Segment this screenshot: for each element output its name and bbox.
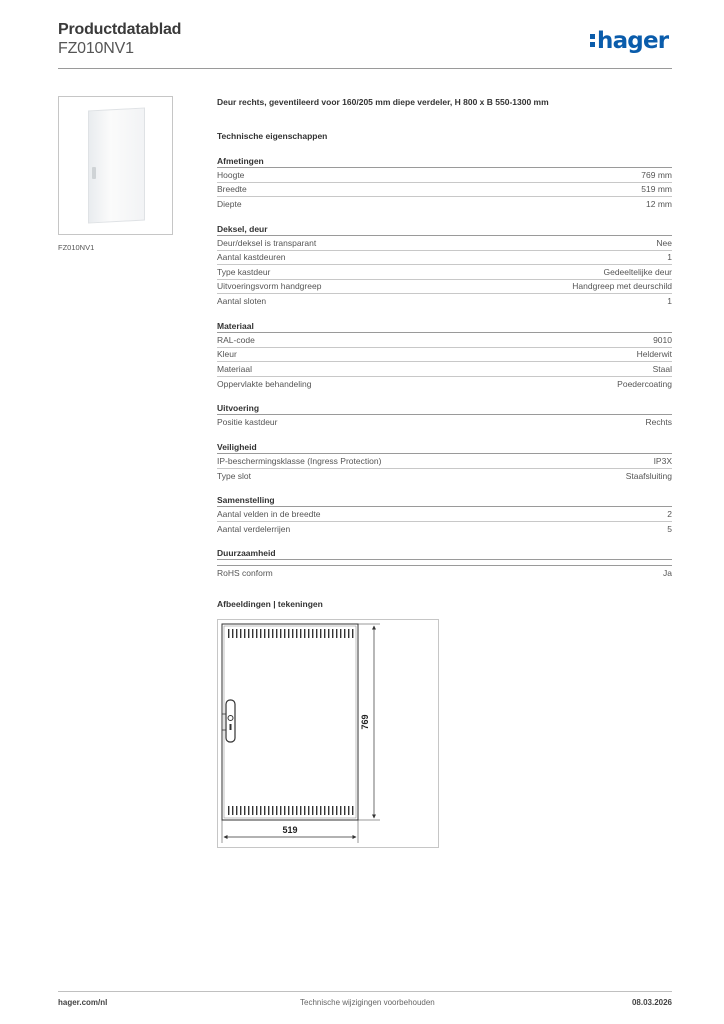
spec-row	[217, 251, 672, 266]
spec-value: Rechts	[645, 417, 672, 428]
header-divider	[58, 68, 672, 69]
spec-label: Aantal velden in de breedte	[217, 508, 321, 519]
spec-label: Positie kastdeur	[217, 417, 278, 428]
vent-slot	[236, 629, 237, 638]
vent-slot	[320, 806, 321, 815]
door-handle-image	[92, 167, 96, 179]
spec-value: IP3X	[653, 455, 672, 466]
spec-value: Helderwit	[636, 349, 672, 360]
logo-text: hager	[597, 28, 669, 54]
vent-slot	[248, 629, 249, 638]
vent-slot	[264, 806, 265, 815]
vent-slot	[260, 629, 261, 638]
page-title: Productdatablad	[58, 21, 182, 38]
vent-slot	[308, 806, 309, 815]
spec-value: Gedeeltelijke deur	[603, 266, 672, 277]
spec-value: 9010	[653, 334, 672, 345]
vent-slot	[272, 629, 273, 638]
section-title: Veiligheid	[217, 441, 672, 454]
spec-label: Aantal sloten	[217, 296, 267, 307]
spec-label: RoHS conform	[217, 567, 273, 578]
vent-slot	[328, 806, 329, 815]
vent-slot	[244, 806, 245, 815]
spec-row	[217, 280, 672, 295]
vent-slot	[312, 806, 313, 815]
spec-value: Nee	[656, 237, 672, 248]
spec-label: Aantal verdelerrijen	[217, 523, 291, 534]
vent-slot	[284, 806, 285, 815]
spec-value: 2	[667, 508, 672, 519]
vent-slot	[312, 629, 313, 638]
vent-slot	[304, 806, 305, 815]
vent-slot	[352, 806, 353, 815]
vent-slot	[232, 629, 233, 638]
vent-slot	[336, 806, 337, 815]
vent-slot	[236, 806, 237, 815]
vent-slot	[348, 629, 349, 638]
vent-slot	[276, 806, 277, 815]
spec-row	[217, 168, 672, 183]
hager-logo	[590, 28, 668, 54]
vent-slot	[340, 629, 341, 638]
vent-slot	[328, 629, 329, 638]
spec-label: Deur/deksel is transparant	[217, 237, 317, 248]
vent-slot	[292, 629, 293, 638]
vent-slot	[280, 629, 281, 638]
footer-divider	[58, 991, 672, 992]
keyhole-icon	[230, 724, 232, 730]
product-thumbnail	[58, 96, 173, 235]
height-dimension-label: 769	[360, 714, 370, 730]
vent-slot	[332, 806, 333, 815]
spec-value: Staal	[652, 363, 672, 374]
spec-value: 1	[667, 296, 672, 307]
vent-slot	[324, 629, 325, 638]
product-description: Deur rechts, geventileerd voor 160/205 mm diepe verdeler, H 800 x B 550-1300 mm	[217, 97, 549, 107]
thumbnail-caption: FZ010NV1	[58, 243, 95, 252]
vent-slot	[336, 629, 337, 638]
width-dimension-label: 519	[282, 825, 298, 835]
section-dimensions	[217, 155, 672, 212]
vent-slot	[300, 629, 301, 638]
spec-label: Breedte	[217, 184, 247, 195]
vent-slot	[252, 629, 253, 638]
section-title: Afmetingen	[217, 155, 672, 168]
vent-slot	[340, 806, 341, 815]
vent-slot	[264, 629, 265, 638]
vent-slot	[228, 629, 229, 638]
vent-slot	[276, 629, 277, 638]
section-execution	[217, 402, 672, 430]
technical-drawing	[217, 619, 439, 848]
spec-label: Type kastdeur	[217, 266, 271, 277]
vent-slot	[232, 806, 233, 815]
spec-row	[217, 294, 672, 309]
vent-slot	[288, 806, 289, 815]
vent-slot	[292, 806, 293, 815]
vent-slot	[316, 806, 317, 815]
spec-label: RAL-code	[217, 334, 255, 345]
spec-row	[217, 522, 672, 537]
vent-slot	[300, 806, 301, 815]
vent-slot	[272, 806, 273, 815]
vent-slot	[240, 806, 241, 815]
section-title: Uitvoering	[217, 402, 672, 415]
technical-properties-heading: Technische eigenschappen	[217, 131, 328, 141]
section-title: Deksel, deur	[217, 223, 672, 236]
spec-label: Materiaal	[217, 363, 252, 374]
drawings-heading: Afbeeldingen | tekeningen	[217, 599, 323, 609]
vent-slot	[344, 629, 345, 638]
vent-slot	[256, 629, 257, 638]
vent-slot	[332, 629, 333, 638]
vent-slot	[288, 629, 289, 638]
spec-value: 12 mm	[646, 199, 672, 210]
spec-label: IP-beschermingsklasse (Ingress Protection)	[217, 455, 382, 466]
spec-label: Type slot	[217, 470, 252, 481]
spec-label: Uitvoeringsvorm handgreep	[217, 281, 322, 292]
product-code: FZ010NV1	[58, 40, 134, 57]
spec-row	[217, 197, 672, 212]
spec-value: Staafsluiting	[625, 470, 672, 481]
spec-row	[217, 565, 672, 580]
vent-slot	[304, 629, 305, 638]
vent-slot	[352, 629, 353, 638]
spec-label: Diepte	[217, 199, 242, 210]
vent-slot	[324, 806, 325, 815]
logo-colon-icon	[590, 30, 597, 50]
vent-slot	[268, 806, 269, 815]
vent-slot	[320, 629, 321, 638]
vent-slot	[228, 806, 229, 815]
section-title: Samenstelling	[217, 494, 672, 507]
vent-slot	[248, 806, 249, 815]
spec-label: Kleur	[217, 349, 237, 360]
spec-value: Poedercoating	[617, 378, 672, 389]
footer-date: 08.03.2026	[631, 998, 672, 1007]
vent-slot	[284, 629, 285, 638]
vent-slot	[316, 629, 317, 638]
vent-slot	[268, 629, 269, 638]
section-composition	[217, 494, 672, 536]
spec-row	[217, 507, 672, 522]
spec-value: 5	[667, 523, 672, 534]
door-outline	[222, 624, 358, 820]
door-image	[88, 108, 145, 224]
spec-row	[217, 265, 672, 280]
spec-row	[217, 333, 672, 348]
spec-value: 519 mm	[641, 184, 672, 195]
spec-row	[217, 348, 672, 363]
spec-row	[217, 415, 672, 430]
spec-row	[217, 377, 672, 392]
spec-value: 769 mm	[641, 169, 672, 180]
footer-disclaimer: Technische wijzigingen voorbehouden	[300, 998, 435, 1007]
vent-slot	[240, 629, 241, 638]
section-sustainability	[217, 547, 672, 580]
spec-label: Hoogte	[217, 169, 245, 180]
vent-slot	[280, 806, 281, 815]
spec-label: Aantal kastdeuren	[217, 252, 286, 263]
spec-row	[217, 454, 672, 469]
footer-website-link[interactable]: hager.com/nl	[58, 998, 108, 1007]
spec-value: 1	[667, 252, 672, 263]
section-safety	[217, 441, 672, 483]
vent-slot	[296, 806, 297, 815]
spec-row	[217, 469, 672, 484]
spec-row	[217, 236, 672, 251]
vent-slot	[344, 806, 345, 815]
section-title: Materiaal	[217, 320, 672, 333]
spec-value: Handgreep met deurschild	[572, 281, 672, 292]
section-title: Duurzaamheid	[217, 547, 672, 560]
vent-slot	[296, 629, 297, 638]
vent-slot	[308, 629, 309, 638]
spec-label: Oppervlakte behandeling	[217, 378, 312, 389]
door-drawing-svg	[218, 620, 438, 847]
spec-row	[217, 362, 672, 377]
section-cover-door	[217, 223, 672, 309]
vent-slot	[348, 806, 349, 815]
section-material	[217, 320, 672, 391]
spec-value: Ja	[663, 567, 672, 578]
vent-slot	[244, 629, 245, 638]
vent-slot	[260, 806, 261, 815]
spec-row	[217, 183, 672, 198]
vent-slot	[252, 806, 253, 815]
vent-slot	[256, 806, 257, 815]
